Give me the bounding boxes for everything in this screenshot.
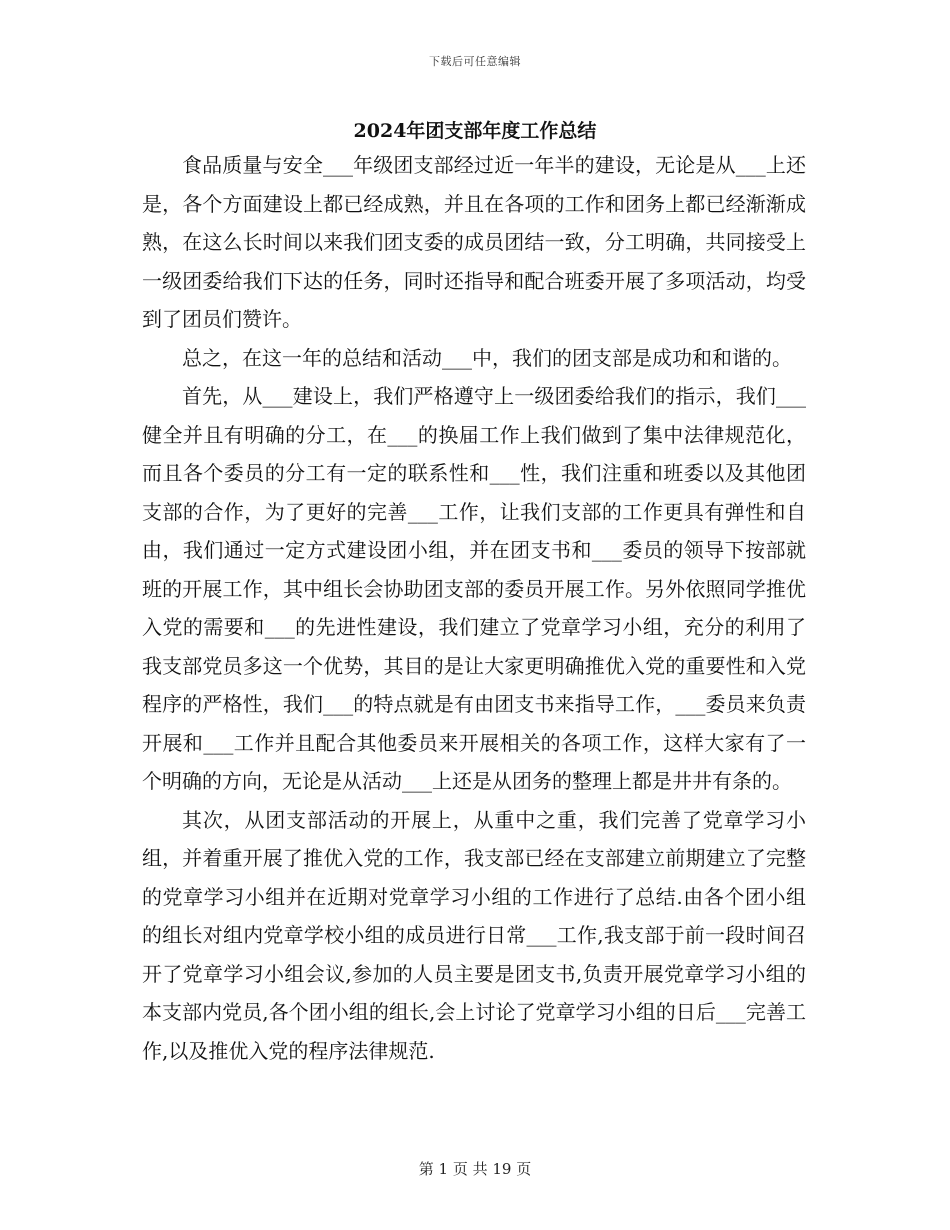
paragraph: 首先，从___建设上，我们严格遵守上一级团委给我们的指示，我们___健全并且有明确的分工，在___的换届工作上我们做到了集中法律规范化，而且各个委员的分工有一定的联系性和___性，我们注重和班委以及其他团支部的合作，为了更好的完善___工作，让我们支部的工作更具有弹性和自由，我们通过一定方式建设团小组，并在团支书和___委员的领导下按部就班的开展工作，其中组长会协助团支部的委员开展工作。另外依照同学推优入党的需要和___的先进性建设，我们建立了党章学习小组，充分的利用了我支部党员多这一个优势，其目的是让大家更明确推优入党的重要性和入党程序的严格性，我们___的特点就是有由团支书来指导工作，___委员来负责开展和___工作并且配合其他委员来开展相关的各项工作，这样大家有了一个明确的方向，无论是从活动___上还是从团务的整理上都是井井有条的。 [142,384,806,793]
paragraph: 其次，从团支部活动的开展上，从重中之重，我们完善了党章学习小组，并着重开展了推优入党的工作，我支部已经在支部建立前期建立了完整的党章学习小组并在近期对党章学习小组的工作进行了总结.由各个团小组的组长对组内党章学校小组的成员进行日常___工作,我支部于前一段时间召开了党章学习小组会议,参加的人员主要是团支书,负责开展党章学习小组的本支部内党员,各个团小组的组长,会上讨论了党章学习小组的日后___完善工作,以及推优入党的程序法律规范. [142,807,806,1063]
header-note: 下载后可任意编辑 [429,55,521,68]
paragraph: 食品质量与安全___年级团支部经过近一年半的建设，无论是从___上还是，各个方面建设上都已经成熟，并且在各项的工作和团务上都已经渐渐成熟，在这么长时间以来我们团支委的成员团结一致，分工明确，共同接受上一级团委给我们下达的任务，同时还指导和配合班委开展了多项活动，均受到了团员们赞许。 [142,153,806,331]
document-title: 2024年团支部年度工作总结 [353,120,597,142]
paragraph: 总之，在这一年的总结和活动___中，我们的团支部是成功和和谐的。 [182,345,792,370]
document-body [142,146,806,1070]
page-number-footer: 第 1 页 共 19 页 [418,1160,532,1178]
